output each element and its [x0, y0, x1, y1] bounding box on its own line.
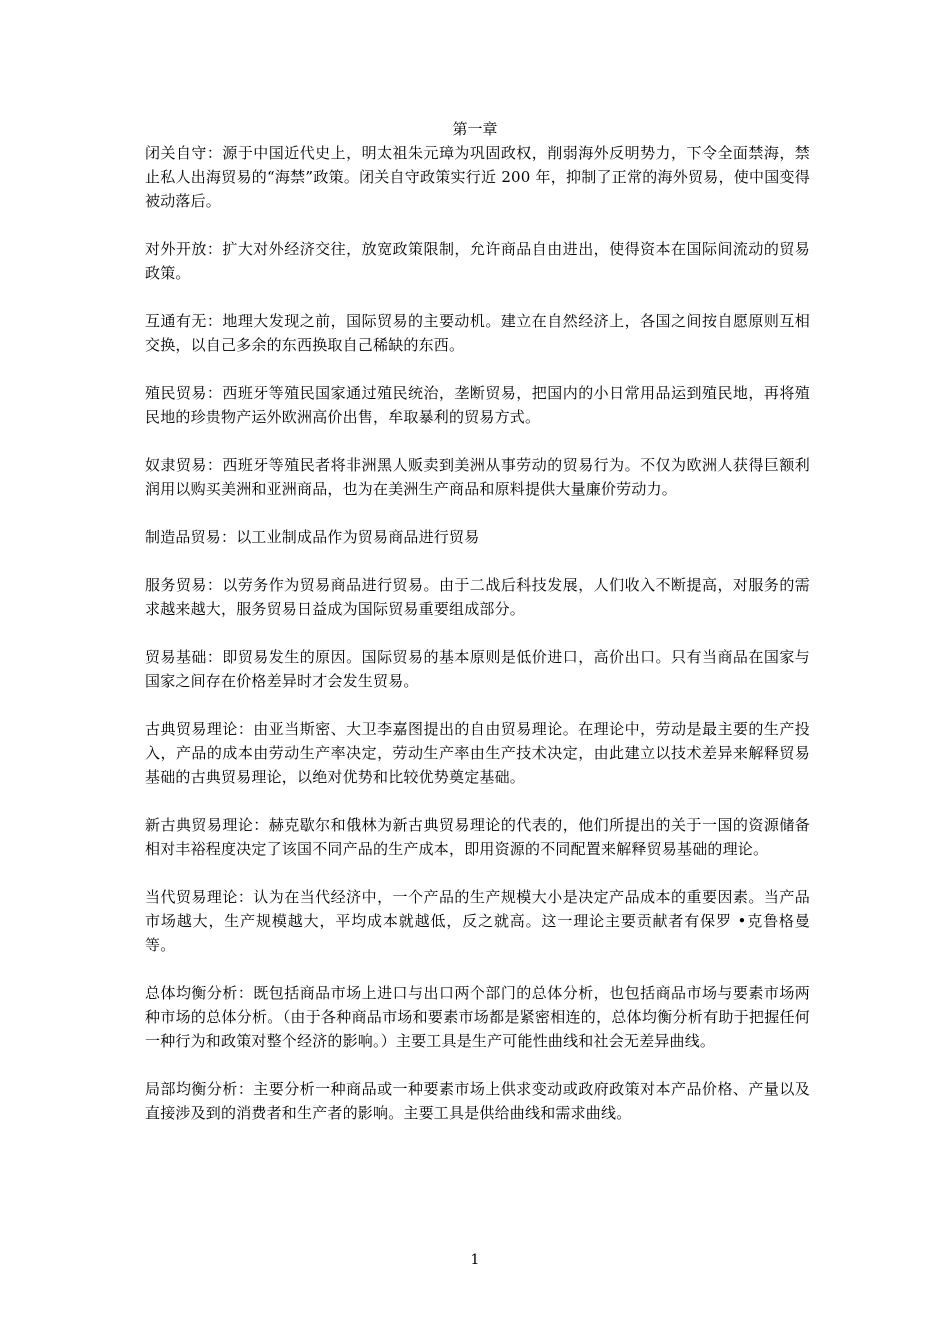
entry-service-trade: 服务贸易：以劳务作为贸易商品进行贸易。由于二战后科技发展，人们收入不断提高，对服务的需求越来越大，服务贸易日益成为国际贸易重要组成部分。 [145, 576, 810, 618]
document-body [145, 141, 810, 1149]
entry-manufactured-goods-trade: 制造品贸易：以工业制成品作为贸易商品进行贸易 [145, 528, 480, 546]
entry-mutual-exchange: 互通有无：地理大发现之前，国际贸易的主要动机。建立在自然经济上，各国之间按自愿原则互相交换，以自己多余的东西换取自己稀缺的东西。 [145, 312, 810, 354]
entry-neoclassical-trade-theory: 新古典贸易理论：赫克歇尔和俄林为新古典贸易理论的代表的，他们所提出的关于一国的资源储备相对丰裕程度决定了该国不同产品的生产成本，即用资源的不同配置来解释贸易基础的理论。 [145, 816, 810, 858]
page-number: 1 [470, 1252, 480, 1268]
entry-opening-up: 对外开放：扩大对外经济交往，放宽政策限制，允许商品自由进出，使得资本在国际间流动的贸易政策。 [145, 240, 810, 282]
entry-partial-equilibrium: 局部均衡分析：主要分析一种商品或一种要素市场上供求变动或政府政策对本产品价格、产量以及直接涉及到的消费者和生产者的影响。主要工具是供给曲线和需求曲线。 [145, 1080, 810, 1122]
chapter-title: 第一章 [452, 120, 498, 138]
entry-colonial-trade: 殖民贸易：西班牙等殖民国家通过殖民统治，垄断贸易，把国内的小日常用品运到殖民地，再将殖民地的珍贵物产运外欧洲高价出售，牟取暴利的贸易方式。 [145, 384, 810, 426]
entry-slave-trade: 奴隶贸易：西班牙等殖民者将非洲黑人贩卖到美洲从事劳动的贸易行为。不仅为欧洲人获得巨额利润用以购买美洲和亚洲商品，也为在美洲生产商品和原料提供大量廉价劳动力。 [145, 456, 810, 498]
entry-classical-trade-theory: 古典贸易理论：由亚当斯密、大卫李嘉图提出的自由贸易理论。在理论中，劳动是最主要的生产投入，产品的成本由劳动生产率决定，劳动生产率由生产技术决定，由此建立以技术差异来解释贸易基础的古典贸易理论，以绝对优势和比较优势奠定基础。 [145, 720, 810, 786]
entry-closed-door: 闭关自守：源于中国近代史上，明太祖朱元璋为巩固政权，削弱海外反明势力，下令全面禁海，禁止私人出海贸易的“海禁”政策。闭关自守政策实行近 200 年，抑制了正常的海外贸易，使中国变得被动落后。 [145, 144, 810, 210]
entry-trade-basis: 贸易基础：即贸易发生的原因。国际贸易的基本原则是低价进口，高价出口。只有当商品在国家与国家之间存在价格差异时才会发生贸易。 [145, 648, 810, 690]
entry-contemporary-trade-theory: 当代贸易理论：认为在当代经济中，一个产品的生产规模大小是决定产品成本的重要因素。当产品市场越大，生产规模越大，平均成本就越低，反之就高。这一理论主要贡献者有保罗 •克鲁格曼等。 [145, 888, 810, 954]
entry-general-equilibrium: 总体均衡分析：既包括商品市场上进口与出口两个部门的总体分析，也包括商品市场与要素市场两种市场的总体分析。（由于各种商品市场和要素市场都是紧密相连的，总体均衡分析有助于把握任何一种行为和政策对整个经济的影响。）主要工具是生产可能性曲线和社会无差异曲线。 [145, 984, 810, 1050]
